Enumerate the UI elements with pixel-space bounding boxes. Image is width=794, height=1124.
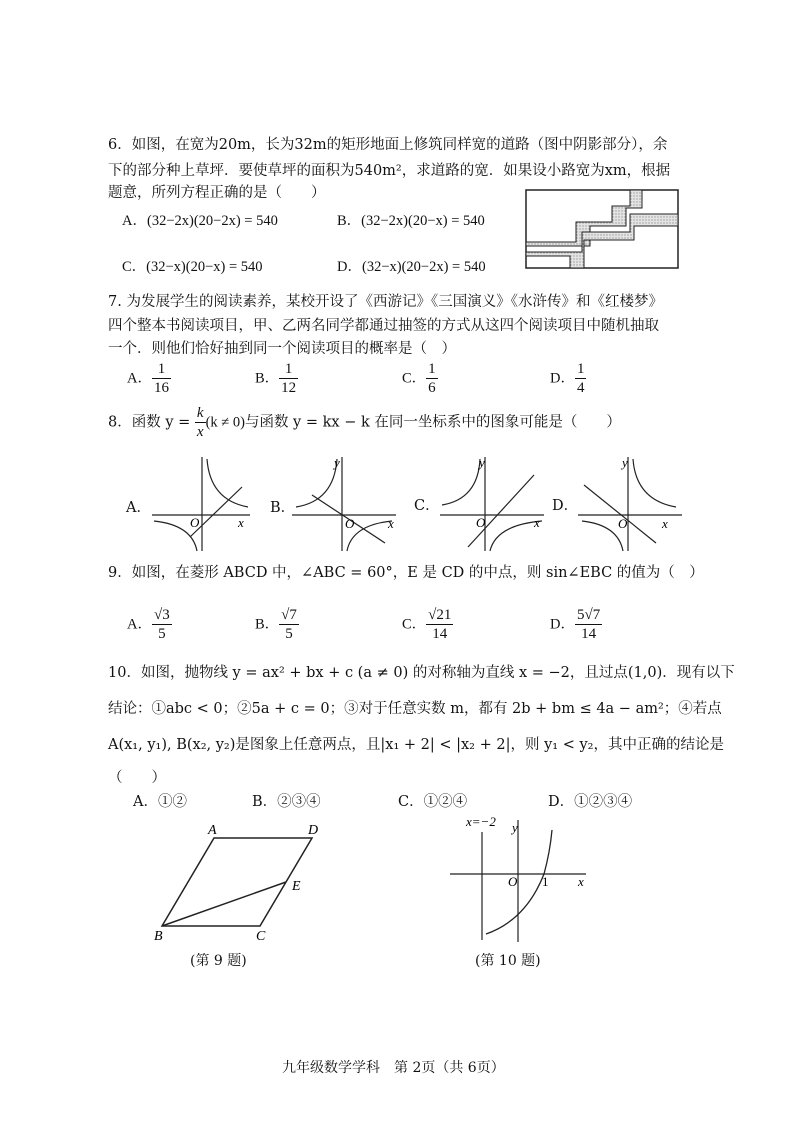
fig9-label-c: C (256, 929, 266, 942)
q7-line3: 一个．则他们恰好抽到同一个阅读项目的概率是（ ） (108, 341, 456, 357)
fig9-caption: (第 9 题) (190, 953, 247, 969)
q6-option-d: D．(32−x)(20−2x) = 540 (337, 259, 486, 275)
q8-b-x: x (388, 516, 394, 531)
q9-stem: 9．如图，在菱形 ABCD 中，∠ABC = 60°，E 是 CD 的中点，则 sin∠EBC 的值为（ ） (108, 565, 704, 581)
q6-road-figure (522, 186, 682, 270)
fig10-parabola (446, 812, 596, 944)
q8-c-origin: O (476, 515, 486, 530)
fig10-caption: (第 10 题) (475, 953, 541, 969)
q8-option-b-label: B． (270, 500, 296, 516)
q8-graph-d (576, 455, 686, 553)
q10-line2: 结论：①abc < 0；②5a + c = 0；③对于任意实数 m，都有 2b + bm ≤ 4a − am²；④若点 (108, 701, 722, 717)
q7-line1: 7. 为发展学生的阅读素养，某校开设了《西游记》《三国演义》《水浒传》和《红楼梦》 (108, 294, 663, 310)
fig10-axis-label: x=−2 (466, 814, 496, 829)
fig10-one-label: 1 (542, 874, 549, 889)
fig10-y-label: y (512, 820, 518, 835)
q8-option-a-label: A． (126, 500, 151, 516)
q7-option-c: C． $\frac{1}{6}$ (402, 361, 436, 396)
q10-line1: 10．如图，抛物线 y = ax² + bx + c (a ≠ 0) 的对称轴为直线 x = −2，且过点(1,0)．现有以下 (108, 665, 735, 681)
q9-option-a: A． $\frac{√3}{5}$ (127, 607, 170, 642)
q6-line2: 下的部分种上草坪．要使草坪的面积为540m²，求道路的宽．如果设小路宽为xm，根据 (108, 163, 671, 179)
q7-line2: 四个整本书阅读项目，甲、乙两名同学都通过抽签的方式从这四个阅读项目中随机抽取 (108, 318, 659, 334)
q8-c-x: x (534, 515, 540, 530)
q6-line3: 题意，所列方程正确的是（ ） (108, 185, 326, 201)
fig9-rhombus (148, 818, 328, 942)
q8-option-d-label: D． (552, 498, 579, 514)
q10-option-c: C．①②④ (398, 794, 468, 810)
q6-option-b: B．(32−2x)(20−x) = 540 (337, 213, 485, 229)
fig10-origin: O (508, 874, 518, 889)
fig9-label-e: E (292, 879, 301, 894)
q8-option-c-label: C． (414, 498, 440, 514)
q8-graph-a (150, 455, 255, 553)
q8-b-y: y (334, 455, 340, 470)
q6-option-c: C．(32−x)(20−x) = 540 (122, 259, 263, 275)
q8-c-y: y (479, 455, 485, 470)
fig9-label-d: D (308, 823, 319, 838)
q8-d-x: x (662, 516, 668, 531)
q8-a-x: x (238, 515, 244, 530)
fig10-x-label: x (578, 874, 584, 889)
q9-option-b: B． $\frac{√7}{5}$ (255, 607, 297, 642)
q8-a-origin: O (190, 515, 200, 530)
q7-option-b: B． $\frac{1}{12}$ (255, 361, 297, 396)
q8-stem: 8．函数 y = $\frac{k}{x}$ (k ≠ 0)与函数 y = kx − k 在同一坐标系中的图象可能是（ ） (108, 405, 621, 440)
q10-option-a: A．①② (133, 794, 187, 810)
q10-line4: （ ） (108, 770, 166, 786)
q8-b-origin: O (345, 516, 355, 531)
fig9-label-b: B (154, 929, 163, 942)
fig9-label-a: A (208, 823, 217, 838)
q9-option-c: C． $\frac{√21}{14}$ (402, 607, 452, 642)
q6-line1: 6．如图，在宽为20m，长为32m的矩形地面上修筑同样宽的道路（图中阴影部分），余 (108, 137, 668, 153)
q8-d-y: y (622, 455, 628, 470)
page-footer: 九年级数学学科 第 2页（共 6页） (282, 1060, 505, 1076)
q9-option-d: D． $\frac{5√7}{14}$ (550, 607, 601, 642)
q7-option-a: A． $\frac{1}{16}$ (127, 361, 169, 396)
q8-graph-b (290, 455, 400, 553)
q7-option-d: D． $\frac{1}{4}$ (550, 361, 585, 396)
q6-option-a: A．(32−2x)(20−2x) = 540 (122, 213, 278, 229)
q10-option-d: D．①②③④ (548, 794, 633, 810)
q8-d-origin: O (618, 516, 628, 531)
q10-line3: A(x₁, y₁), B(x₂, y₂)是图象上任意两点，且|x₁ + 2| < |x₂ + 2|，则 y₁ < y₂，其中正确的结论是 (108, 737, 724, 753)
q8-graph-c (438, 455, 548, 553)
q10-option-b: B．②③④ (252, 794, 321, 810)
